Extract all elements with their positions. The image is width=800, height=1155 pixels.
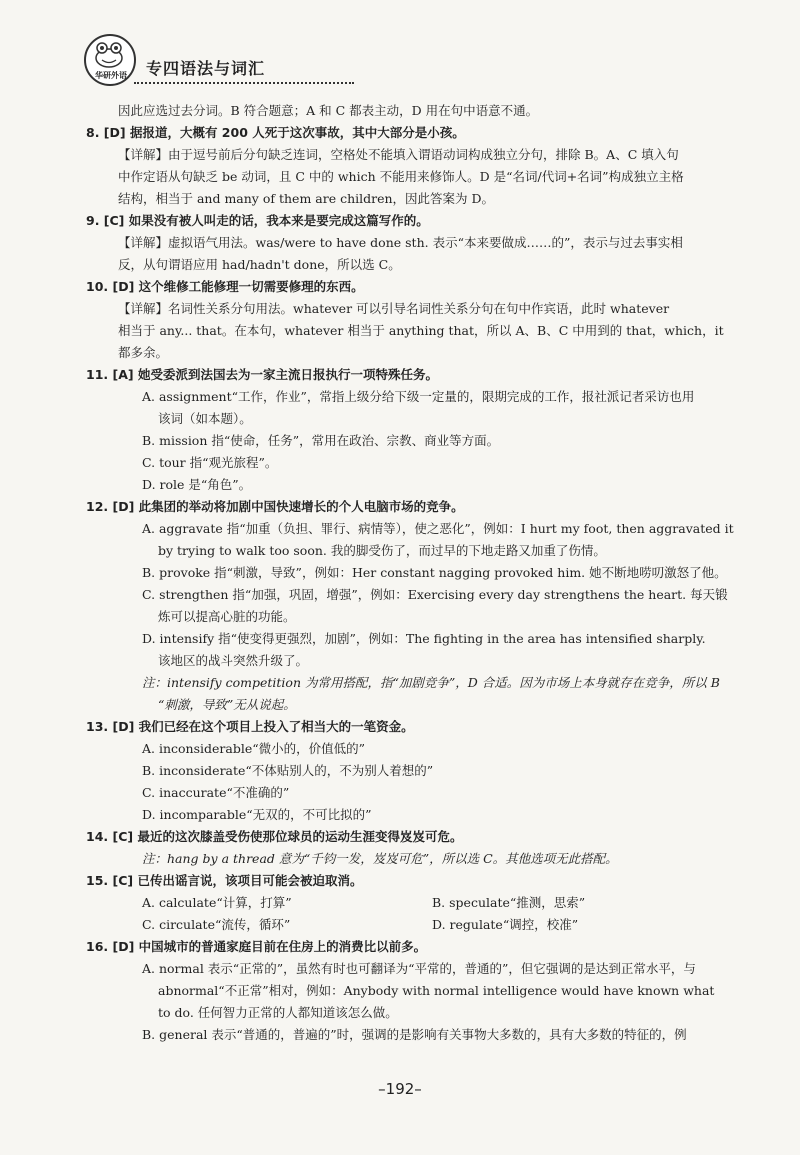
option-explanation: D. intensify 指“使变得更强烈，加剧”，例如：The fighting in the area has intensified sharply. xyxy=(142,631,706,646)
question-11-answer: 11. [A] 她受委派到法国去为一家主流日报执行一项特殊任务。 xyxy=(86,367,438,382)
option-explanation: A. calculate“计算，打算” xyxy=(142,895,292,910)
question-10-detail: 相当于 any... that。在本句，whatever 相当于 anything that，所以 A、B、C 中用到的 that，which，it xyxy=(118,323,724,338)
question-8-detail: 结构，相当于 and many of them are children，因此答案为 D。 xyxy=(118,191,495,206)
question-14-answer: 14. [C] 最近的这次膝盖受伤使那位球员的运动生涯变得岌岌可危。 xyxy=(86,829,463,844)
question-8-answer: 8. [D] 据报道，大概有 200 人死于这次事故，其中大部分是小孩。 xyxy=(86,125,465,140)
note: 注：hang by a thread 意为“千钧一发，岌岌可危”，所以选 C。其他选项无此搭配。 xyxy=(142,851,618,866)
option-explanation: A. aggravate 指“加重（负担、罪行、病情等），使之恶化”，例如：I hurt my foot, then aggravated it xyxy=(142,521,734,536)
question-9-detail: 【详解】虚拟语气用法。was/were to have done sth. 表示“本来要做成……的”，表示与过去事实相 xyxy=(118,235,683,250)
frog-mascot-icon xyxy=(92,40,126,68)
question-12-answer: 12. [D] 此集团的举动将加剧中国快速增长的个人电脑市场的竞争。 xyxy=(86,499,464,514)
section-title: 专四语法与词汇 xyxy=(146,59,266,78)
question-10-detail: 都多余。 xyxy=(118,345,169,360)
logo-text: 华研外语 xyxy=(95,71,127,80)
note: “刺激，导致”无从说起。 xyxy=(158,697,296,712)
header-divider xyxy=(134,82,354,84)
question-13-answer: 13. [D] 我们已经在这个项目上投入了相当大的一笔资金。 xyxy=(86,719,414,734)
question-10-detail: 【详解】名词性关系分句用法。whatever 可以引导名词性关系分句在句中作宾语，此时 whatever xyxy=(118,301,670,316)
option-explanation: C. inaccurate“不准确的” xyxy=(142,785,290,800)
option-explanation: 该词（如本题）。 xyxy=(158,411,252,426)
option-explanation: C. circulate“流传，循环” xyxy=(142,917,291,932)
option-explanation: A. normal 表示“正常的”，虽然有时也可翻译为“平常的，普通的”，但它强调的是达到正常水平，与 xyxy=(142,961,696,976)
option-explanation: by trying to walk too soon. 我的脚受伤了，而过早的下地走路又加重了伤情。 xyxy=(158,543,606,558)
option-explanation: D. incomparable“无双的，不可比拟的” xyxy=(142,807,372,822)
option-explanation: abnormal“不正常”相对，例如：Anybody with normal intelligence would have known what xyxy=(158,983,715,998)
option-explanation: 该地区的战斗突然升级了。 xyxy=(158,653,309,668)
option-row xyxy=(86,914,736,936)
question-15-answer: 15. [C] 已传出谣言说，该项目可能会被迫取消。 xyxy=(86,873,363,888)
note: 注：intensify competition 为常用搭配，指“加剧竞争”，D 合适。因为市场上本身就存在竞争，所以 B xyxy=(142,675,720,690)
option-explanation: C. tour 指“观光旅程”。 xyxy=(142,455,278,470)
answer-explanations xyxy=(86,100,736,1046)
option-explanation: 炼可以提高心脏的功能。 xyxy=(158,609,296,624)
option-explanation: C. strengthen 指“加强，巩固，增强”，例如：Exercising every day strengthens the heart. 每天锻 xyxy=(142,587,728,602)
question-9-answer: 9. [C] 如果没有被人叫走的话，我本来是要完成这篇写作的。 xyxy=(86,213,429,228)
option-explanation: B. general 表示“普通的，普遍的”时，强调的是影响有关事物大多数的，具有大多数的特征的，例 xyxy=(142,1027,687,1042)
option-explanation: A. inconsiderable“微小的，价值低的” xyxy=(142,741,366,756)
option-explanation: D. regulate“调控，校准” xyxy=(432,917,579,932)
page-number: –192– xyxy=(378,1080,422,1098)
option-explanation: B. speculate“推测，思索” xyxy=(432,895,586,910)
question-10-answer: 10. [D] 这个维修工能修理一切需要修理的东西。 xyxy=(86,279,364,294)
option-explanation: B. mission 指“使命，任务”，常用在政治、宗教、商业等方面。 xyxy=(142,433,500,448)
question-9-detail: 反，从句谓语应用 had/hadn't done，所以选 C。 xyxy=(118,257,401,272)
option-explanation: B. inconsiderate“不体贴别人的，不为别人着想的” xyxy=(142,763,434,778)
page-header xyxy=(78,30,718,88)
question-8-detail: 中作定语从句缺乏 be 动词，且 C 中的 which 不能用来修饰人。D 是“名词/代词+名词”构成独立主格 xyxy=(118,169,684,184)
option-explanation: A. assignment“工作，作业”，常指上级分给下级一定量的，限期完成的工作，报社派记者采访也用 xyxy=(142,389,695,404)
question-8-detail: 【详解】由于逗号前后分句缺乏连词，空格处不能填入谓语动词构成独立分句，排除 B。A、C 填入句 xyxy=(118,147,679,162)
publisher-logo xyxy=(84,34,136,86)
text-line: 因此应选过去分词。B 符合题意；A 和 C 都表主动，D 用在句中语意不通。 xyxy=(118,103,539,118)
question-16-answer: 16. [D] 中国城市的普通家庭目前在住房上的消费比以前多。 xyxy=(86,939,427,954)
option-explanation: to do. 任何智力正常的人都知道该怎么做。 xyxy=(158,1005,398,1020)
option-explanation: B. provoke 指“刺激，导致”，例如：Her constant nagging provoked him. 她不断地唠叨激怒了他。 xyxy=(142,565,727,580)
option-row xyxy=(86,892,736,914)
option-explanation: D. role 是“角色”。 xyxy=(142,477,252,492)
